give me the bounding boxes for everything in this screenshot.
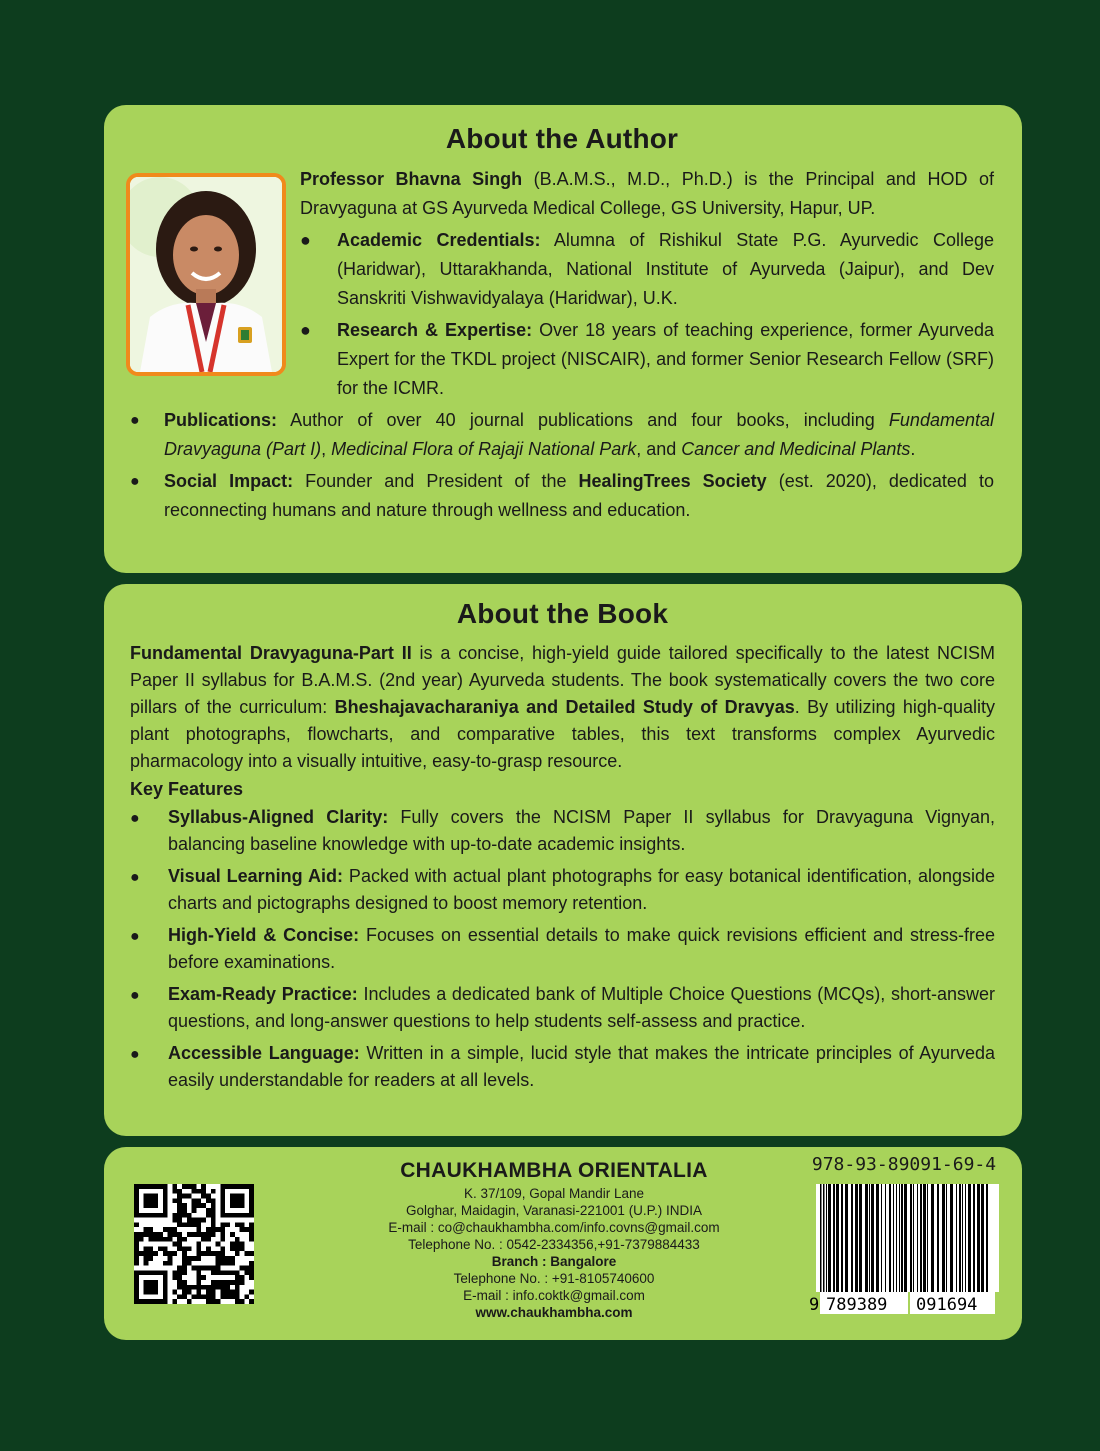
- key-features-title: Key Features: [130, 779, 244, 799]
- author-bullet-research: [300, 316, 994, 403]
- about-author-heading: About the Author: [445, 123, 679, 154]
- book-description: Fundamental Dravyaguna-Part II is a concise, high-yield guide tailored specifically to the latest NCISM Paper II syllabus for B.A.M.S. (2nd year) Ayurveda students. The book systematically covers the two core pillars of the curriculum: Bheshajavacharaniya and Detailed Study of Dravyas. By utilizing high-quality plant photographs, flowcharts, and comparative tables, this text transforms complex Ayurvedic pharmacology into a visually intuitive, easy-to-grasp resource.: [130, 643, 995, 771]
- author-bullet-social: ● Social Impact: Founder and President of the HealingTrees Society (est. 2020), dedicated to reconnecting humans and nature through wellness and education.: [130, 467, 994, 525]
- bullet-text: Alumna of Rishikul State P.G. Ayurvedic College (Haridwar), Uttarakhanda, National Institute of Ayurveda (Jaipur), and Dev Sanskriti Vishwavidyalaya (Haridwar), U.K.: [337, 230, 994, 308]
- publisher-name: CHAUKHAMBHA ORIENTALIA: [400, 1159, 708, 1182]
- bullet-dot-icon: ●: [300, 230, 311, 250]
- author-name: Professor Bhavna Singh: [300, 169, 523, 189]
- feature-item: ● Syllabus-Aligned Clarity: Fully covers the NCISM Paper II syllabus for Dravyaguna Vignyan, balancing baseline knowledge with up-to-date academic insights.: [130, 804, 995, 858]
- bullet-label: Academic Credentials:: [337, 230, 541, 250]
- book-title: Fundamental Dravyaguna-Part II: [130, 643, 412, 663]
- bullet-dot-icon: ●: [130, 928, 140, 945]
- bullet-dot-icon: ●: [130, 473, 140, 490]
- bullet-label: Research & Expertise:: [337, 320, 533, 340]
- publisher-telephone: Telephone No. : 0542-2334356,+91-7379884433: [408, 1237, 700, 1252]
- bullet-dot-icon: ●: [130, 810, 140, 827]
- qr-code-icon[interactable]: [134, 1184, 254, 1304]
- publisher-address-line: K. 37/109, Gopal Mandir Lane: [463, 1186, 645, 1201]
- feature-item: ● Visual Learning Aid: Packed with actual plant photographs for easy botanical identification, alongside charts and pictographs designed to boost memory retention.: [130, 863, 995, 917]
- feature-item: ● Exam-Ready Practice: Includes a dedicated bank of Multiple Choice Questions (MCQs), short-answer questions, and long-answer questions to help students self-assess and practice.: [130, 981, 995, 1035]
- book-title: Medicinal Flora of Rajaji National Park: [331, 439, 637, 459]
- author-intro-block: [300, 165, 994, 403]
- author-portrait-image: [130, 177, 282, 372]
- about-book-panel: [104, 584, 1022, 1136]
- bullet-text: Over 18 years of teaching experience, former Ayurveda Expert for the TKDL project (NISCAIR), and former Senior Research Fellow (SRF) for the ICMR.: [337, 320, 994, 398]
- isbn-barcode: [804, 1184, 1004, 1314]
- barcode-digits-left: 789389: [826, 1295, 888, 1314]
- publisher-address-line: Golghar, Maidagin, Varanasi-221001 (U.P.) INDIA: [406, 1203, 702, 1218]
- bullet-dot-icon: ●: [130, 412, 140, 429]
- barcode-digit-first: 9: [809, 1295, 820, 1314]
- branch-title: Branch : Bangalore: [491, 1254, 617, 1269]
- barcode-digits-right: 091694: [916, 1295, 978, 1314]
- bullet-dot-icon: ●: [300, 320, 311, 340]
- publisher-info: [354, 1157, 754, 1321]
- bullet-dot-icon: ●: [130, 987, 140, 1004]
- author-photo: [126, 173, 286, 376]
- branch-email: E-mail : info.coktk@gmail.com: [463, 1288, 645, 1303]
- author-bullet-publications: ● Publications: Author of over 40 journal publications and four books, including Fundamental Dravyaguna (Part I), Medicinal Flora of Rajaji National Park, and Cancer and Medicinal Plants.: [130, 406, 994, 464]
- about-author-panel: [104, 105, 1022, 573]
- publisher-email: E-mail : co@chaukhambha.com/info.covns@gmail.com: [388, 1220, 720, 1235]
- author-intro-text: (B.A.M.S., M.D., Ph.D.) is the Principal and HOD of Dravyaguna at GS Ayurveda Medical College, GS University, Hapur, UP.: [300, 169, 994, 218]
- feature-item: ● Accessible Language: Written in a simple, lucid style that makes the intricate principles of Ayurveda easily understandable for readers at all levels.: [130, 1040, 995, 1094]
- publisher-panel: [104, 1147, 1022, 1340]
- author-bullet-credentials: [300, 226, 994, 313]
- feature-item: ● High-Yield & Concise: Focuses on essential details to make quick revisions efficient and stress-free before examinations.: [130, 922, 995, 976]
- author-intro: [300, 165, 994, 223]
- about-book-heading: About the Book: [456, 598, 669, 629]
- publisher-website-link[interactable]: www.chaukhambha.com: [475, 1305, 633, 1320]
- book-title: Fundamental Dravyaguna (Part I): [164, 410, 994, 459]
- society-name: HealingTrees Society: [578, 471, 767, 491]
- branch-telephone: Telephone No. : +91-8105740600: [453, 1271, 655, 1286]
- bullet-dot-icon: ●: [130, 869, 140, 886]
- bullet-dot-icon: ●: [130, 1046, 140, 1063]
- book-title: Cancer and Medicinal Plants: [681, 439, 911, 459]
- isbn-number: 978-93-89091-69-4: [811, 1154, 997, 1175]
